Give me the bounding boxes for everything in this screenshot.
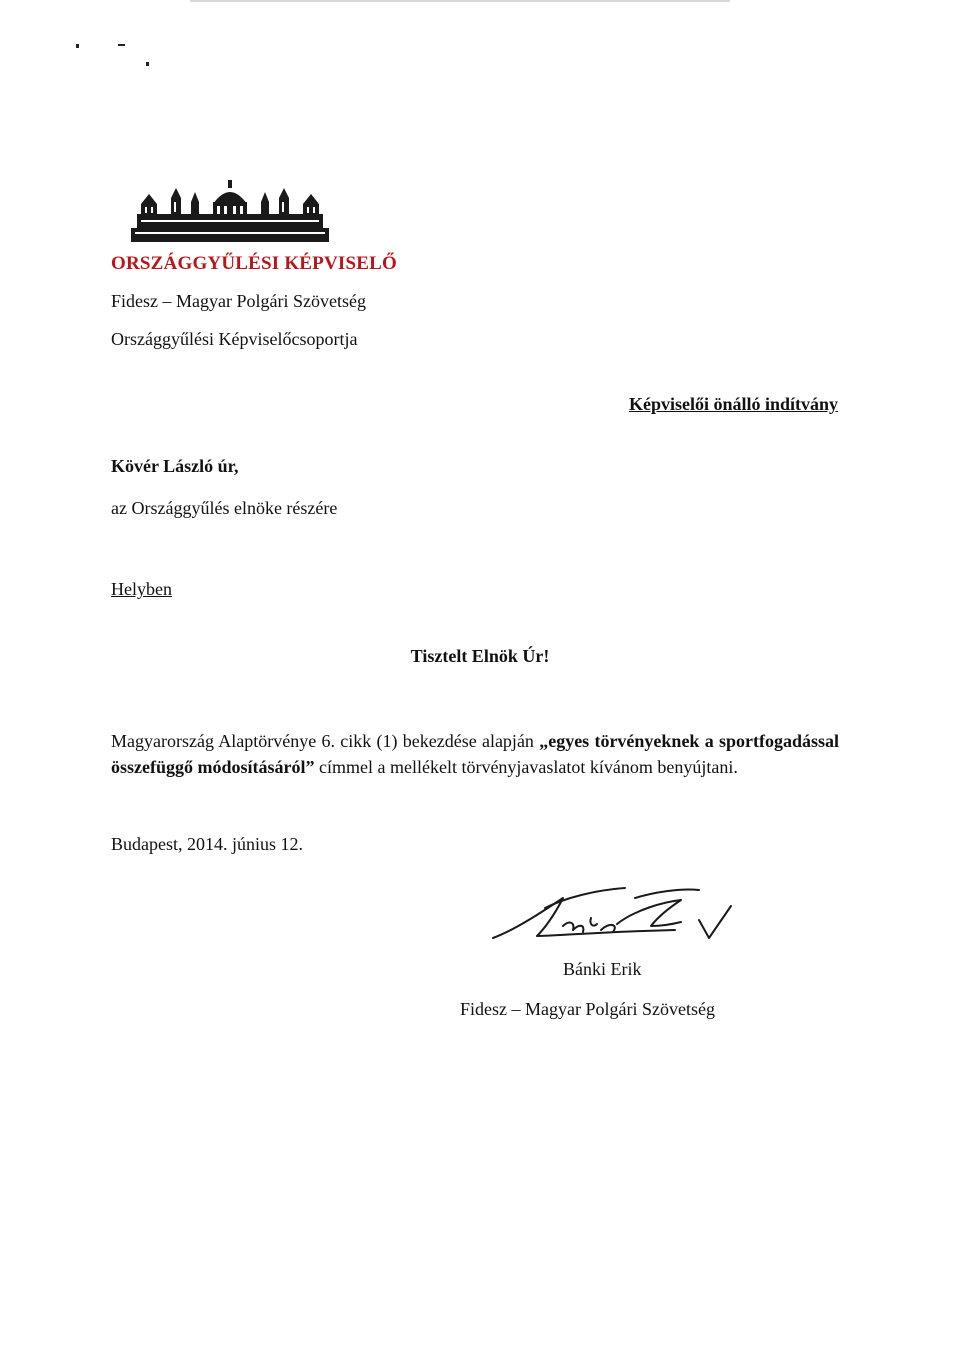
scan-speck (146, 62, 149, 66)
body-paragraph (111, 729, 839, 780)
bill-title: „egyes törvényeknek a sportfogadással összefüggő módosításáról” (111, 731, 839, 777)
recipient-place: Helyben (111, 579, 172, 599)
salutation: Tisztelt Elnök Úr! (410, 646, 550, 666)
header-title: ORSZÁGGYŰLÉSI KÉPVISELŐ (111, 253, 397, 274)
party-name: Fidesz – Magyar Polgári Szövetség (111, 291, 366, 311)
parliament-building-logo (131, 180, 329, 242)
signer-party: Fidesz – Magyar Polgári Szövetség (460, 999, 715, 1019)
signer-name: Bánki Erik (563, 959, 642, 979)
body-outro: címmel a mellékelt törvényjavaslatot kívánom benyújtani. (314, 756, 738, 777)
document-type-label: Képviselői önálló indítvány (628, 394, 838, 414)
scan-speck (118, 44, 125, 46)
recipient-name: Kövér László úr, (111, 456, 239, 476)
scan-edge-line (190, 0, 730, 2)
parliamentary-group: Országgyűlési Képviselőcsoportja (111, 329, 358, 349)
recipient-role: az Országgyűlés elnöke részére (111, 498, 338, 518)
body-intro: Magyarország Alaptörvénye 6. cikk (1) bekezdése alapján (111, 731, 540, 751)
date-line: Budapest, 2014. június 12. (111, 834, 303, 854)
handwritten-signature (485, 880, 735, 952)
scan-speck (76, 44, 79, 48)
